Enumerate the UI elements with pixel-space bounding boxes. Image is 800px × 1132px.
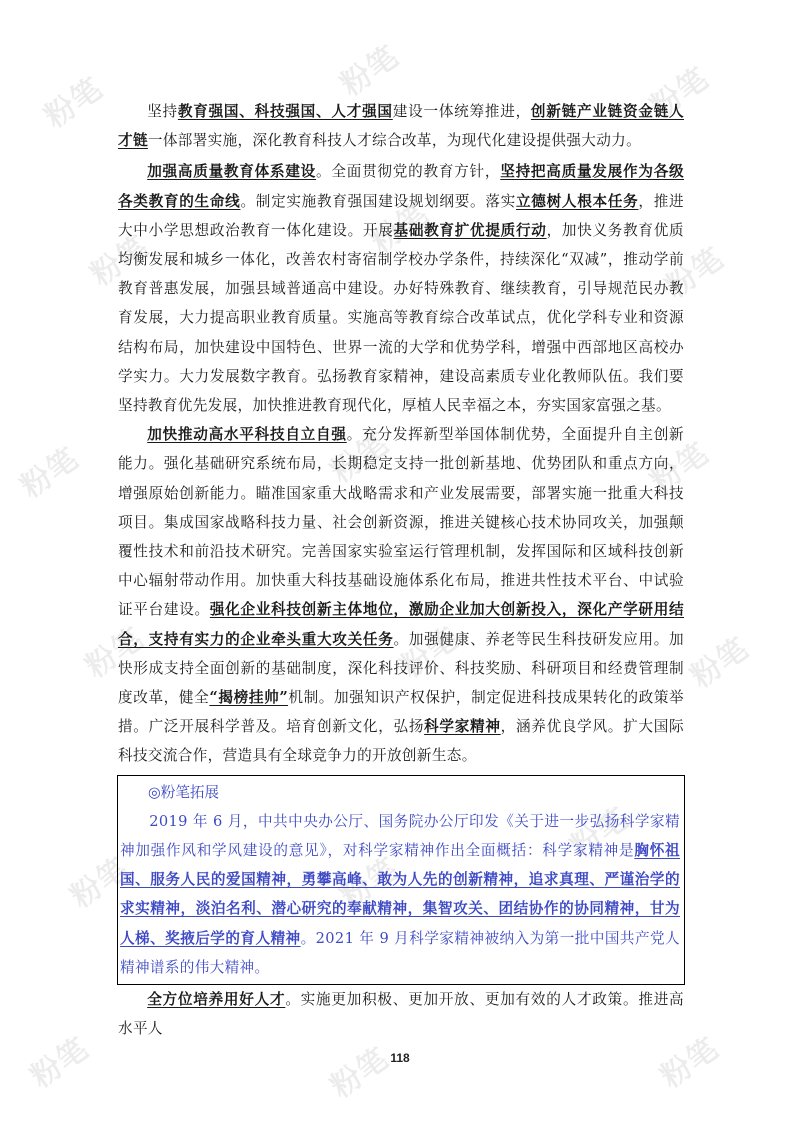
- key-phrase: 创新链产业链资金链人才链: [118, 103, 685, 150]
- paragraph-talent: 全方位培养用好人才。实施更加积极、更加开放、更加有效的人才政策。推进高水平人: [118, 991, 684, 1038]
- watermark: 粉笔: [64, 850, 136, 916]
- watermark: 粉笔: [644, 60, 716, 126]
- watermark: 粉笔: [14, 440, 86, 506]
- paragraph-strategy: 坚持教育强国、科技强国、人才强国建设一体统筹推进，创新链产业链资金链人才链一体部署实施，深化教育科技人才综合改革，为现代化建设提供强大动力。: [118, 103, 685, 150]
- watermark: 粉笔: [644, 435, 716, 501]
- key-phrase: 强化企业科技创新主体地位，激励企业加大创新投入，深化产学研用结合，支持有实力的企业牵头重大攻关任务: [118, 601, 684, 648]
- watermark: 粉笔: [79, 620, 151, 686]
- key-phrase: “揭榜挂帅”: [209, 689, 289, 707]
- watermark: 粉笔: [324, 425, 396, 491]
- key-phrase: 科学家精神: [424, 718, 501, 736]
- watermark: 粉笔: [334, 850, 406, 916]
- watermark: 粉笔: [24, 1030, 96, 1096]
- extension-box-text: 2019 年 6 月，中共中央办公厅、国务院办公厅印发《关于进一步弘扬科学家精神加强作风和学风建设的意见》，对科学家精神作出全面概括：科学家精神是胸怀祖国、服务人民的爱国精神，勇攀高峰、敢为人先的创新精神，追求真理、严谨治学的求实精神，淡泊名利、潜心研究的奉献精神，集智攻关、团结协作的协同精神，甘为人梯、奖掖后学的育人精神。2021 年 9 月科学家精神被纳入为第一批中国共产党人精神谱系的伟大精神。: [120, 812, 681, 976]
- document-body: [118, 97, 684, 1044]
- watermark: 粉笔: [324, 1040, 396, 1106]
- watermark: 粉笔: [364, 195, 436, 261]
- section-heading: 加快推动高水平科技自立自强: [147, 426, 347, 444]
- watermark: 粉笔: [654, 1030, 726, 1096]
- watermark: 粉笔: [38, 70, 110, 136]
- section-heading: 全方位培养用好人才: [147, 991, 286, 1009]
- watermark: 粉笔: [84, 228, 156, 294]
- watermark: 粉笔: [684, 630, 756, 696]
- section-heading: 加强高质量教育体系建设: [147, 163, 317, 181]
- watermark: 粉笔: [659, 240, 731, 306]
- key-phrase: 坚持把高质量发展作为各级各类教育的生命线: [118, 163, 684, 210]
- watermark: 粉笔: [334, 38, 406, 104]
- key-phrase: 立德树人根本任务: [515, 192, 639, 210]
- key-phrase: 教育强国、科技强国、人才强国: [177, 103, 393, 120]
- extension-box: [117, 775, 685, 985]
- key-phrase: 胸怀祖国、服务人民的爱国精神，勇攀高峰、敢为人先的创新精神，追求真理、严谨治学的求实精神，淡泊名利、潜心研究的奉献精神，集智攻关、团结协作的协同精神，甘为人梯、奖掖后学的育人精神: [120, 842, 680, 947]
- page-number: 118: [390, 1051, 410, 1065]
- paragraph-technology: 加快推动高水平科技自立自强。充分发挥新型举国体制优势，全面提升自主创新能力。强化基础研究系统布局，长期稳定支持一批创新基地、优势团队和重点方向，增强原始创新能力。瞄准国家重大战略需求和产业发展需要，部署实施一批重大科技项目。集成国家战略科技力量、社会创新资源，推进关键核心技术协同攻关，加强颠覆性技术和前沿技术研究。完善国家实验室运行管理机制，发挥国际和区域科技创新中心辐射带动作用。加快重大科技基础设施体系化布局，推进共性技术平台、中试验证平台建设。强化企业科技创新主体地位，激励企业加大创新投入，深化产学研用结合，支持有实力的企业牵头重大攻关任务。加强健康、养老等民生科技研发应用。加快形成支持全面创新的基础制度，深化科技评价、科技奖励、科研项目和经费管理制度改革，健全“揭榜挂帅”机制。加强知识产权保护，制定促进科技成果转化的政策举措。广泛开展科学普及。培育创新文化，弘扬科学家精神，涵养优良学风。扩大国际科技交流合作，营造具有全球竞争力的开放创新生态。: [118, 426, 685, 765]
- watermark: 粉笔: [394, 620, 466, 686]
- extension-box-title: ◎粉笔拓展: [148, 783, 220, 801]
- watermark: 粉笔: [564, 800, 636, 866]
- key-phrase: 基础教育扩优提质行动: [393, 221, 547, 239]
- paragraph-education: 加强高质量教育体系建设。全面贯彻党的教育方针，坚持把高质量发展作为各级各类教育的生命线。制定实施教育强国建设规划纲要。落实立德树人根本任务，推进大中小学思想政治教育一体化建设。开展基础教育扩优提质行动，加快义务教育优质均衡发展和城乡一体化，改善农村寄宿制学校办学条件，持续深化“双减”，推动学前教育普惠发展，加强县域普通高中建设。办好特殊教育、继续教育，引导规范民办教育发展，大力提高职业教育质量。实施高等教育综合改革试点，优化学科专业和资源结构布局，加快建设中国特色、世界一流的大学和优势学科，增强中西部地区高校办学实力。大力发展数字教育。弘扬教育家精神，建设高素质专业化教师队伍。我们要坚持教育优先发展，加快推进教育现代化，厚植人民幸福之本，夯实国家富强之基。: [118, 163, 684, 415]
